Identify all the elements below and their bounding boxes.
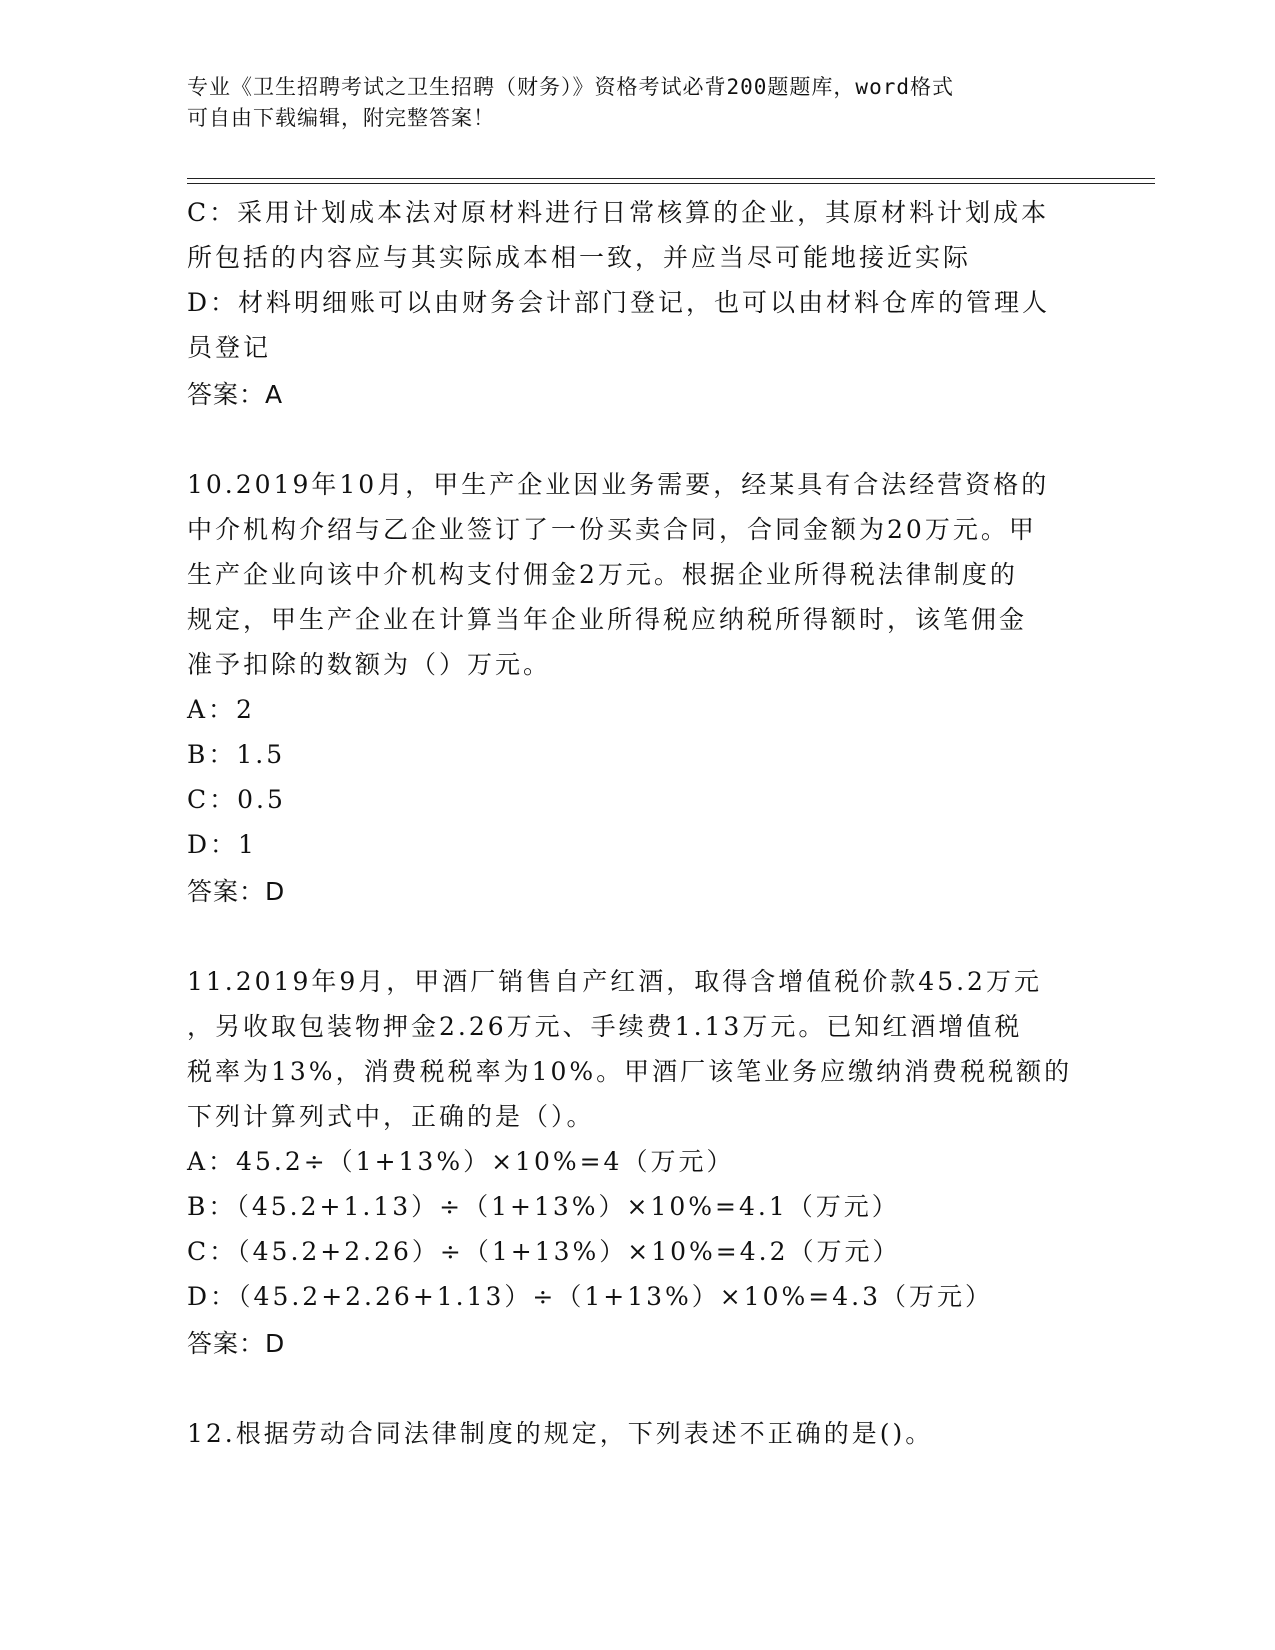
question-10-text-line-2: 中介机构介绍与乙企业签订了一份买卖合同，合同金额为20万元。甲 bbox=[187, 515, 1037, 544]
document-body bbox=[187, 190, 1087, 1456]
option-a: A：2 bbox=[187, 695, 255, 724]
header-divider-bottom bbox=[187, 183, 1155, 184]
spacer bbox=[187, 1366, 1087, 1411]
option-a: A：45.2÷（1+13%）×10%=4（万元） bbox=[187, 1147, 735, 1176]
question-10-text-line-4: 规定，甲生产企业在计算当年企业所得税应纳税所得额时，该笔佣金 bbox=[187, 605, 1028, 634]
option-c: C：（45.2+2.26）÷（1+13%）×10%=4.2（万元） bbox=[187, 1237, 901, 1266]
option-c-line-1: C：采用计划成本法对原材料进行日常核算的企业，其原材料计划成本 bbox=[187, 198, 1050, 227]
question-10 bbox=[187, 462, 1087, 914]
option-d-line-1: D：材料明细账可以由财务会计部门登记，也可以由材料仓库的管理人 bbox=[187, 288, 1051, 317]
header-title-line-2: 可自由下载编辑，附完整答案！ bbox=[187, 106, 495, 130]
option-d-line-2: 员登记 bbox=[187, 333, 272, 362]
question-11-text-line-4: 下列计算列式中，正确的是（）。 bbox=[187, 1102, 595, 1131]
question-11-text-line-1: 11.2019年9月，甲酒厂销售自产红酒，取得含增值税价款45.2万元 bbox=[187, 967, 1042, 996]
question-12-text-line-1: 12.根据劳动合同法律制度的规定，下列表述不正确的是()。 bbox=[187, 1419, 934, 1448]
answer-label: 答案：A bbox=[187, 380, 284, 409]
header-title-line-1: 专业《卫生招聘考试之卫生招聘（财务）》资格考试必背200题题库，word格式 bbox=[187, 75, 954, 99]
question-10-text-line-1: 10.2019年10月，甲生产企业因业务需要，经某具有合法经营资格的 bbox=[187, 470, 1050, 499]
question-11-text-line-2: ，另收取包装物押金2.26万元、手续费1.13万元。已知红酒增值税 bbox=[187, 1012, 1023, 1041]
answer-label: 答案：D bbox=[187, 1329, 286, 1358]
question-10-text-line-3: 生产企业向该中介机构支付佣金2万元。根据企业所得税法律制度的 bbox=[187, 560, 1018, 589]
spacer bbox=[187, 417, 1087, 462]
option-b: B：1.5 bbox=[187, 740, 286, 769]
option-c: C：0.5 bbox=[187, 785, 286, 814]
header-divider-top bbox=[187, 178, 1155, 179]
question-9-tail bbox=[187, 190, 1087, 417]
question-11-text-line-3: 税率为13%，消费税税率为10%。甲酒厂该笔业务应缴纳消费税税额的 bbox=[187, 1057, 1073, 1086]
option-d: D：（45.2+2.26+1.13）÷（1+13%）×10%=4.3（万元） bbox=[187, 1282, 994, 1311]
option-b: B：（45.2+1.13）÷（1+13%）×10%=4.1（万元） bbox=[187, 1192, 900, 1221]
option-d: D：1 bbox=[187, 830, 257, 859]
question-10-text-line-5: 准予扣除的数额为（）万元。 bbox=[187, 650, 552, 679]
answer-label: 答案：D bbox=[187, 877, 286, 906]
spacer bbox=[187, 914, 1087, 959]
document-header bbox=[187, 72, 1087, 134]
option-c-line-2: 所包括的内容应与其实际成本相一致，并应当尽可能地接近实际 bbox=[187, 243, 972, 272]
question-11 bbox=[187, 959, 1087, 1366]
question-12 bbox=[187, 1411, 1087, 1456]
